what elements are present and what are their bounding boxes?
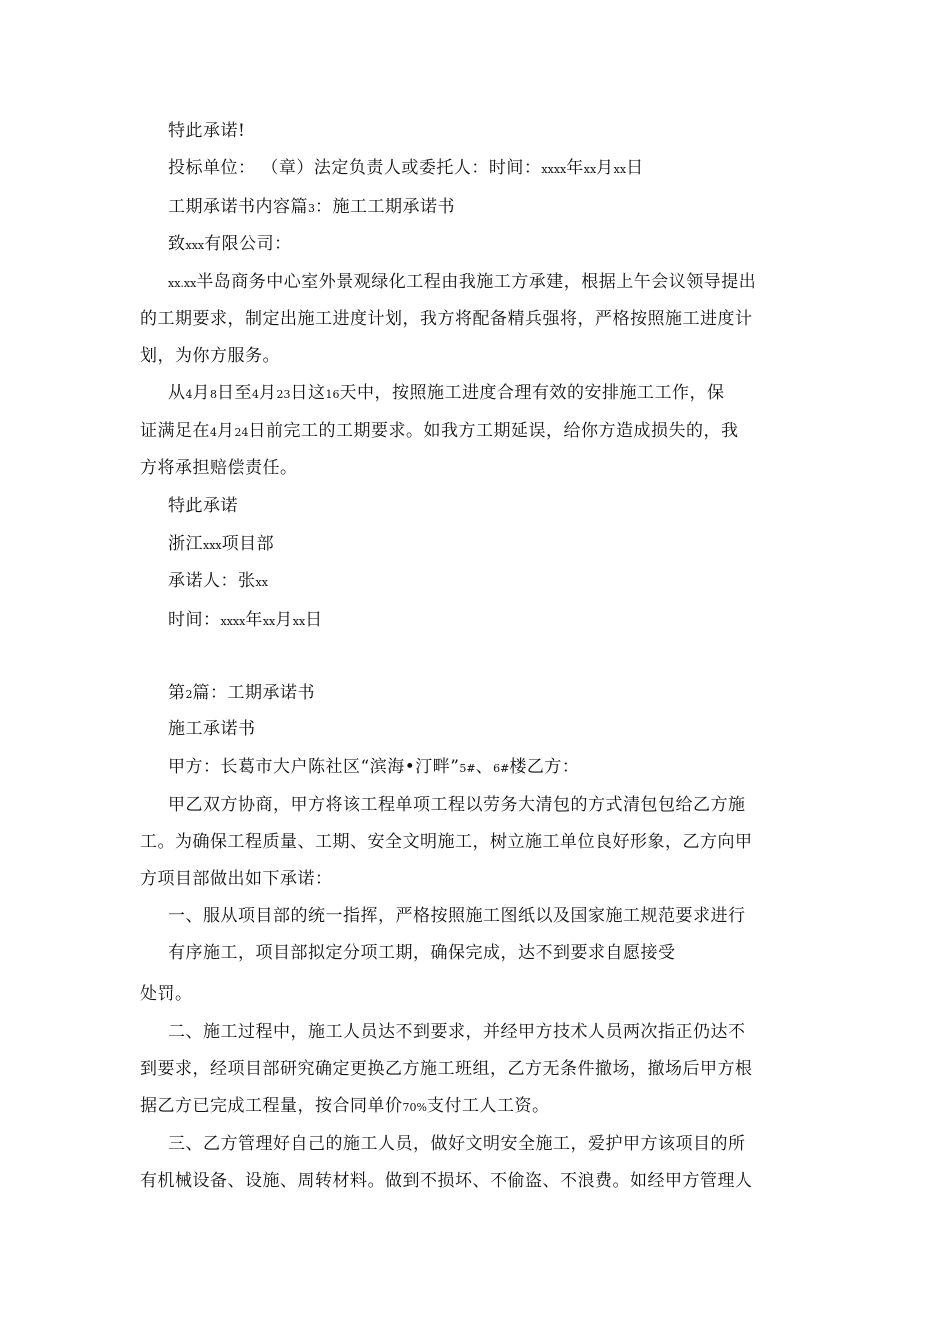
bidder-signature-line: 投标单位： （章）法定负责人或委托人：时间：xxxx年xx月xx日 (168, 158, 644, 178)
paragraph-line: 方项目部做出如下承诺： (140, 869, 333, 889)
paragraph-line: 划，为你方服务。 (140, 346, 280, 366)
signatory-org: 浙江xxx项目部 (168, 534, 275, 554)
paragraph-line: 工。为确保工程质量、工期、安全文明施工，树立施工单位良好形象，乙方向甲 (140, 832, 753, 852)
salutation: 致xxx有限公司： (168, 234, 292, 254)
paragraph-line: xx.xx半岛商务中心室外景观绿化工程由我施工方承建，根据上午会议领导提出 (168, 272, 757, 292)
paragraph-line: 从4月8日至4月23日这16天中，按照施工进度合理有效的安排施工工作，保 (168, 383, 725, 403)
section-heading-2: 第2篇：工期承诺书 (168, 683, 315, 703)
paragraph-line: 方将承担赔偿责任。 (140, 458, 298, 478)
commitment-1-cont: 有序施工，项目部拟定分项工期，确保完成，达不到要求自愿接受 (168, 943, 676, 963)
commitment-3-cont: 有机械设备、设施、周转材料。做到不损坏、不偷盗、不浪费。如经甲方管理人 (140, 1171, 753, 1191)
document-title: 施工承诺书 (168, 719, 256, 739)
paragraph-line: 证满足在4月24日前完工的工期要求。如我方工期延误，给你方造成损失的，我 (140, 421, 739, 441)
commitment-1-cont: 处罚。 (140, 984, 193, 1004)
signatory-person: 承诺人：张xx (168, 571, 268, 591)
paragraph-line: 的工期要求，制定出施工进度计划，我方将配备精兵强将，严格按照施工进度计 (140, 309, 753, 329)
commitment-2: 二、施工过程中，施工人员达不到要求，并经甲方技术人员两次指正仍达不 (168, 1022, 746, 1042)
commitment-2-cont: 到要求，经项目部研究确定更换乙方施工班组，乙方无条件撤场，撤场后甲方根 (140, 1059, 753, 1079)
date-line: 时间：xxxx年xx月xx日 (168, 610, 323, 630)
commitment-1: 一、服从项目部的统一指挥，严格按照施工图纸以及国家施工规范要求进行 (168, 906, 746, 926)
section-heading-3: 工期承诺书内容篇3：施工工期承诺书 (168, 197, 455, 217)
commitment-3: 三、乙方管理好自己的施工人员，做好文明安全施工，爱护甲方该项目的所 (168, 1134, 746, 1154)
closing-statement: 特此承诺 (168, 496, 238, 516)
commitment-2-cont: 据乙方已完成工程量，按合同单价70%支付工人工资。 (140, 1096, 550, 1116)
party-a-line: 甲方：长葛市大户陈社区“滨海•汀畔”5#、6#楼乙方： (168, 757, 580, 777)
paragraph-line: 甲乙双方协商，甲方将该工程单项工程以劳务大清包的方式清包包给乙方施 (168, 795, 746, 815)
closing-statement: 特此承诺! (168, 121, 246, 141)
